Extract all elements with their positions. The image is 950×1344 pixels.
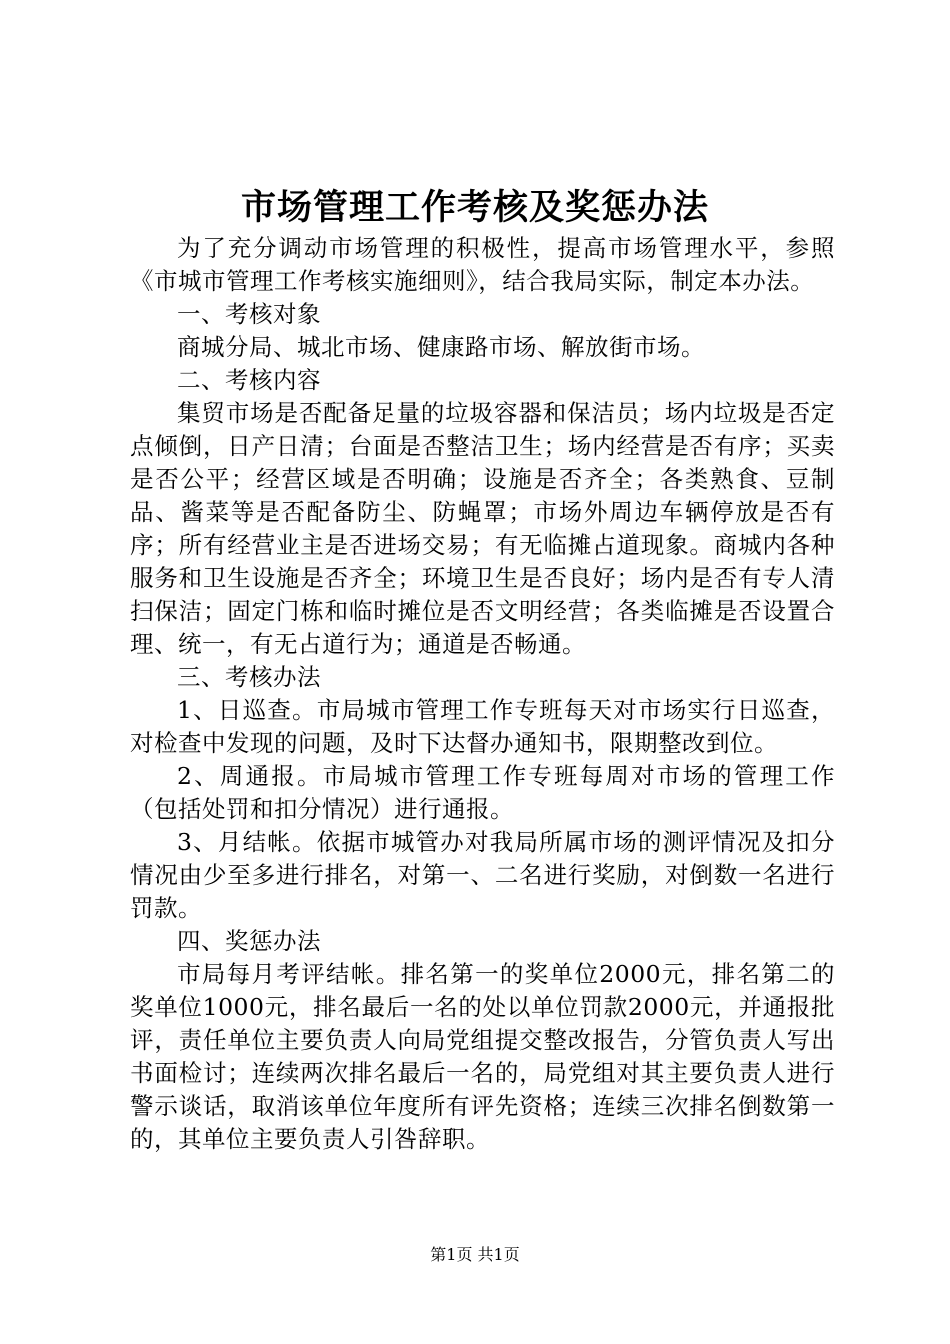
intro-paragraph: 为了充分调动市场管理的积极性，提高市场管理水平，参照《市城市管理工作考核实施细则》，结合我局实际，制定本办法。: [130, 234, 835, 295]
section-paragraph: 1、日巡查。市局城市管理工作专班每天对市场实行日巡查，对检查中发现的问题，及时下达督办通知书，限期整改到位。: [130, 696, 835, 757]
section-heading: 二、考核内容: [177, 366, 321, 394]
section-paragraph: 3、月结帐。依据市城管办对我局所属市场的测评情况及扣分情况由少至多进行排名，对第一、二名进行奖励，对倒数一名进行罚款。: [130, 828, 835, 922]
section-paragraph: 市局每月考评结帐。排名第一的奖单位2000元，排名第二的奖单位1000元，排名最后一名的处以单位罚款2000元，并通报批评，责任单位主要负责人向局党组提交整改报告，分管负责人写出书面检讨；连续两次排名最后一名的，局党组对其主要负责人进行警示谈话，取消该单位年度所有评先资格；连续三次排名倒数第一的，其单位主要负责人引咎辞职。: [130, 960, 835, 1153]
section-heading: 三、考核办法: [177, 663, 321, 691]
section-paragraph: 2、周通报。市局城市管理工作专班每周对市场的管理工作（包括处罚和扣分情况）进行通报。: [130, 762, 835, 823]
section-paragraph: 商城分局、城北市场、健康路市场、解放街市场。: [177, 333, 705, 361]
document-body: [130, 232, 835, 1156]
section-heading: 一、考核对象: [177, 300, 321, 328]
section-heading: 四、奖惩办法: [177, 927, 321, 955]
page-footer: 第1页 共1页: [430, 1245, 520, 1264]
document-title: 市场管理工作考核及奖惩办法: [240, 187, 709, 228]
section-paragraph: 集贸市场是否配备足量的垃圾容器和保洁员；场内垃圾是否定点倾倒，日产日清；台面是否整洁卫生；场内经营是否有序；买卖是否公平；经营区域是否明确；设施是否齐全；各类熟食、豆制品、酱菜等是否配备防尘、防蝇罩；市场外周边车辆停放是否有序；所有经营业主是否进场交易；有无临摊占道现象。商城内各种服务和卫生设施是否齐全；环境卫生是否良好；场内是否有专人清扫保洁；固定门栋和临时摊位是否文明经营；各类临摊是否设置合理、统一，有无占道行为；通道是否畅通。: [130, 399, 835, 658]
